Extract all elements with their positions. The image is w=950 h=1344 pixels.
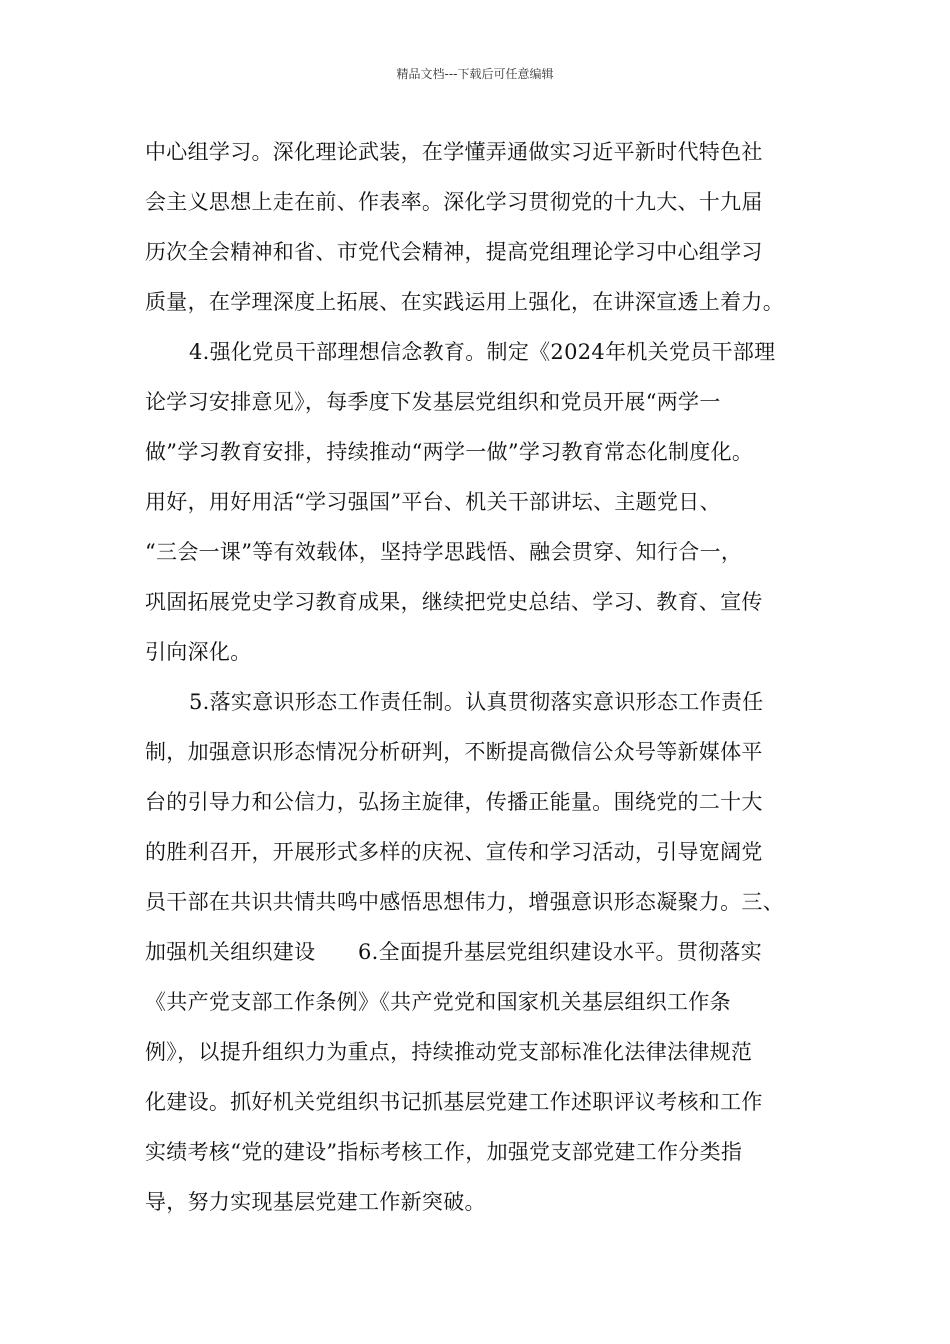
text-line: 员干部在共识共情共鸣中感悟思想伟力，增强意识形态凝聚力。三、 — [145, 890, 784, 914]
text-line: 加强机关组织建设 6.全面提升基层党组织建设水平。贯彻落实 — [145, 940, 763, 964]
text-line: 论学习安排意见》，每季度下发基层党组织和党员开展“两学一 — [145, 390, 721, 414]
text-line: 做”学习教育安排，持续推动“两学一做”学习教育常态化制度化。 — [145, 440, 754, 464]
page-header: 精品文档---下载后可任意编辑 — [396, 67, 554, 81]
document-body — [145, 132, 813, 1232]
text-line: 实绩考核“党的建设”指标考核工作，加强党支部党建工作分类指 — [145, 1140, 743, 1164]
paragraph-start-line: 4.强化党员干部理想信念教育。制定《2024年机关党员干部理 — [189, 340, 776, 364]
text-line: 中心组学习。深化理论武装，在学懂弄通做实习近平新时代特色社 — [145, 140, 763, 164]
text-line: 制，加强意识形态情况分析研判，不断提高微信公众号等新媒体平 — [145, 740, 763, 764]
text-line: 导，努力实现基层党建工作新突破。 — [145, 1190, 486, 1214]
text-line: 引向深化。 — [145, 640, 252, 664]
text-line: 历次全会精神和省、市党代会精神，提高党组理论学习中心组学习 — [145, 240, 763, 264]
text-line: 质量，在学理深度上拓展、在实践运用上强化，在讲深宣透上着力。 — [145, 290, 784, 314]
text-line: 例》，以提升组织力为重点，持续推动党支部标准化法律法律规范 — [145, 1040, 753, 1064]
paragraph-start-line: 5.落实意识形态工作责任制。认真贯彻落实意识形态工作责任 — [189, 690, 764, 714]
text-line: 的胜利召开，开展形式多样的庆祝、宣传和学习活动，引导宽阔党 — [145, 840, 763, 864]
text-line: 用好，用好用活“学习强国”平台、机关干部讲坛、主题党日、 — [145, 490, 721, 514]
text-line: 《共产党支部工作条例》《共产党党和国家机关基层组织工作条 — [145, 990, 731, 1014]
text-line: 台的引导力和公信力，弘扬主旋律，传播正能量。围绕党的二十大 — [145, 790, 763, 814]
text-line: 化建设。抓好机关党组织书记抓基层党建工作述职评议考核和工作 — [145, 1090, 763, 1114]
text-line: 会主义思想上走在前、作表率。深化学习贯彻党的十九大、十九届 — [145, 190, 763, 214]
text-line: “三会一课”等有效载体，坚持学思践悟、融会贯穿、知行合一， — [145, 540, 743, 564]
text-line: 巩固拓展党史学习教育成果，继续把党史总结、学习、教育、宣传 — [145, 590, 763, 614]
